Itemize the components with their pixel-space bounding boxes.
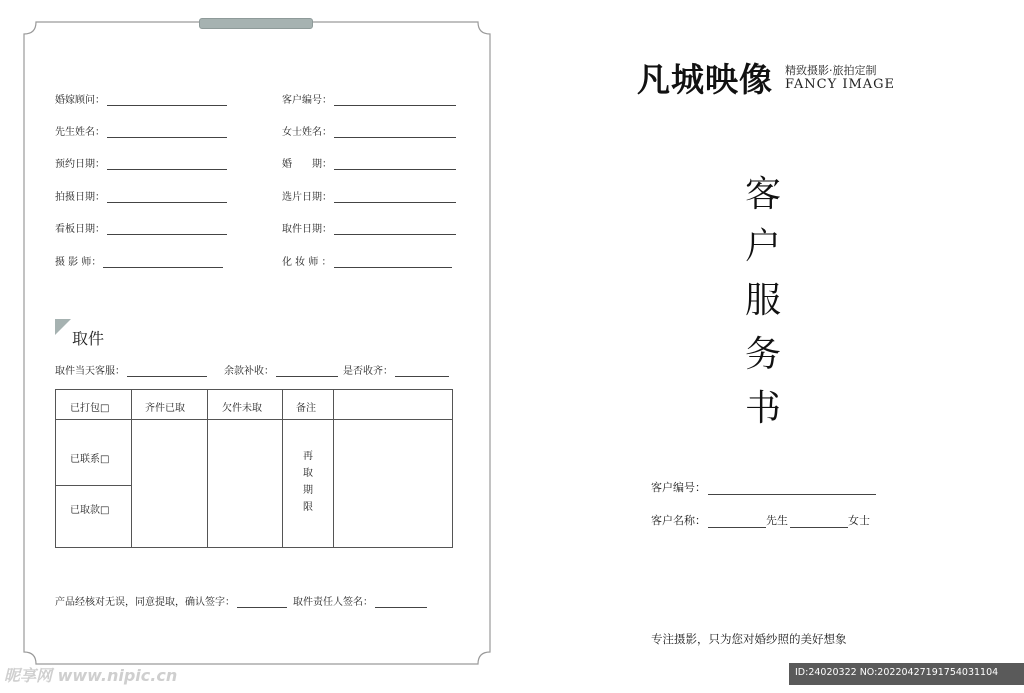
info-row-right [282, 188, 456, 203]
pickup-service-field [55, 362, 207, 377]
info-label: 女士姓名： [282, 127, 332, 138]
brand-logo-en: FANCY IMAGE [785, 77, 896, 92]
note-char-3: 期 [303, 485, 313, 496]
info-line[interactable] [334, 136, 456, 138]
mr-name-line[interactable] [708, 526, 766, 528]
info-row-left [55, 220, 227, 235]
header-missing: 欠件未取 [222, 403, 262, 414]
customer-no-line[interactable] [708, 493, 876, 495]
title-char-5: 书 [745, 388, 782, 429]
info-label: 婚 期： [282, 159, 332, 170]
info-line[interactable] [107, 104, 227, 106]
title-char-3: 服 [745, 280, 782, 321]
watermark-id: ID:24020322 NO:20220427191754031104 [795, 667, 999, 678]
brand-logo-cn: 凡城映像 [637, 60, 773, 99]
responsible-signature-line[interactable] [375, 606, 427, 608]
section-title: 取件 [72, 329, 105, 348]
ms-label: 女士 [848, 514, 870, 527]
row-paid: 已取款□ [70, 505, 110, 516]
settled-label: 是否收齐： [343, 366, 393, 377]
confirm-label: 产品经核对无误，同意提取，确认签字： [55, 597, 235, 608]
info-label: 婚嫁顾问： [55, 95, 105, 106]
info-line[interactable] [334, 201, 456, 203]
note-char-4: 限 [303, 502, 313, 513]
customer-no-label: 客户编号： [651, 481, 706, 494]
info-label: 化 妆 师 ： [282, 257, 332, 268]
info-row-left [55, 155, 227, 170]
watermark-site: 昵享网 www.nipic.cn [4, 666, 178, 685]
info-label: 拍摄日期： [55, 192, 105, 203]
info-line[interactable] [334, 104, 456, 106]
info-label: 选片日期： [282, 192, 332, 203]
section-corner-icon [55, 319, 71, 335]
info-row-left [55, 91, 227, 106]
title-char-1: 客 [745, 174, 782, 215]
header-packed: 已打包□ [70, 403, 110, 414]
watermark-id-bar [789, 663, 1024, 685]
settled-line[interactable] [395, 375, 449, 377]
info-row-right [282, 155, 456, 170]
mr-label: 先生 [766, 514, 788, 527]
info-label: 先生姓名： [55, 127, 105, 138]
pickup-table [55, 389, 453, 548]
info-line[interactable] [334, 168, 456, 170]
info-label: 摄 影 师： [55, 257, 102, 268]
info-row-right [282, 253, 452, 268]
customer-no-field [651, 479, 876, 495]
info-label: 取件日期： [282, 224, 332, 235]
header-note: 备注 [296, 403, 316, 414]
info-row-left [55, 253, 223, 268]
info-line[interactable] [334, 266, 452, 268]
pickup-service-line[interactable] [127, 375, 207, 377]
row-contacted: 已联系□ [70, 454, 110, 465]
info-row-right [282, 123, 456, 138]
info-row-left [55, 188, 227, 203]
note-char-2: 取 [303, 468, 313, 479]
settled-field [343, 362, 449, 377]
info-row-right [282, 91, 456, 106]
slogan: 专注摄影，只为您对婚纱照的美好想象 [651, 632, 847, 646]
header-complete: 齐件已取 [145, 403, 185, 414]
confirm-field [55, 593, 427, 608]
info-line[interactable] [107, 201, 227, 203]
info-label: 预约日期： [55, 159, 105, 170]
ms-name-line[interactable] [790, 526, 848, 528]
info-label: 客户编号： [282, 95, 332, 106]
info-line[interactable] [103, 266, 223, 268]
info-label: 看板日期： [55, 224, 105, 235]
title-char-2: 户 [745, 226, 782, 267]
info-line[interactable] [334, 233, 456, 235]
info-row-right [282, 220, 456, 235]
info-line[interactable] [107, 233, 227, 235]
binder-clip [199, 18, 313, 29]
customer-name-field [651, 512, 870, 528]
balance-line[interactable] [276, 375, 338, 377]
brand-tagline: 精致摄影·旅拍定制 [785, 64, 877, 77]
balance-label: 余款补收： [224, 366, 274, 377]
confirm-signature-line[interactable] [237, 606, 287, 608]
title-char-4: 务 [745, 334, 782, 375]
balance-field [224, 362, 338, 377]
customer-name-label: 客户名称： [651, 514, 706, 527]
responsible-label: 取件责任人签名： [293, 597, 373, 608]
info-line[interactable] [107, 136, 227, 138]
info-row-left [55, 123, 227, 138]
pickup-service-label: 取件当天客服： [55, 366, 125, 377]
note-char-1: 再 [303, 451, 313, 462]
info-line[interactable] [107, 168, 227, 170]
